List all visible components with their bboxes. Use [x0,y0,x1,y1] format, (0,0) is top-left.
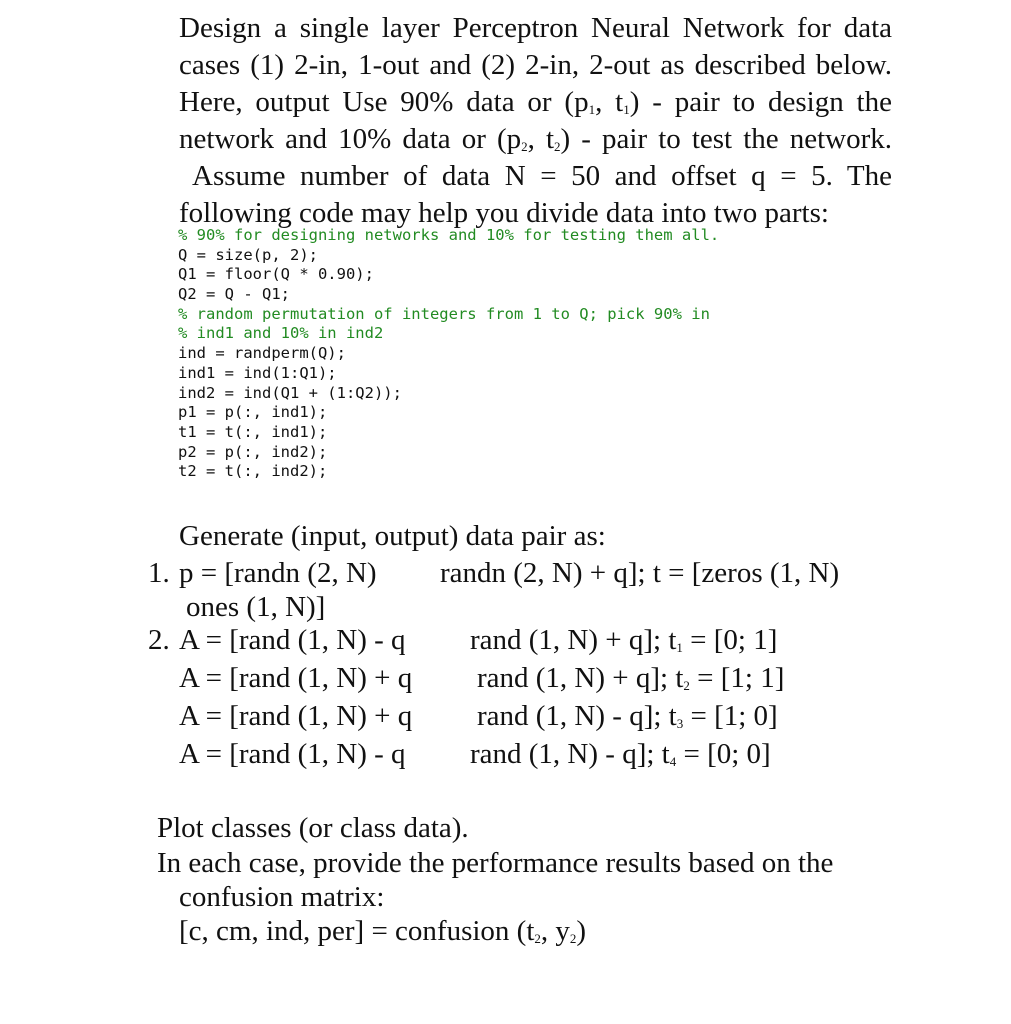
closing-line-3: confusion matrix: [179,881,385,913]
code-line: Q2 = Q - Q1; [178,285,290,304]
code-line: ind1 = ind(1:Q1); [178,363,337,382]
item-2-row-2-right: rand (1, N) + q]; $t_2 = [1$; 1] [477,662,785,694]
code-line: Q = size(p, 2); [178,245,318,264]
code-block [178,226,719,482]
intro-line-3: Here, output Use 90% data or ($p_1$, $t_1$) - pair to design the [179,86,892,118]
item-1-continuation: ones (1, N)] [186,591,326,623]
code-line: ind2 = ind(Q1 + (1:Q2)); [178,383,402,402]
item-2-row-3-right: rand (1, N) - q]; $t_3 = [1$; 0] [477,700,778,732]
item-2-row-4-right: rand (1, N) - q]; $t_4 = [0$; 0] [470,738,771,770]
closing-line-1: Plot classes (or class data). [157,812,469,844]
code-comment-line: % ind1 and 10% in ind2 [178,324,384,343]
item-2-row-1-right: rand (1, N) + q]; $t_1 = [0$; 1] [470,624,778,656]
intro-line-5: Assume number of data N = 50 and offset q = 5. The [192,160,892,192]
item-1-left: p = [randn (2, N) [179,557,377,589]
item-2-row-2-left: A = [rand (1, N) + q [179,662,413,694]
closing-line-2: In each case, provide the performance results based on the [157,847,834,879]
intro-line-4: network and 10% data or ($p_2$, $t_2$) - pair to test the network. [179,123,892,155]
intro-line-1: Design a single layer Perceptron Neural Network for data [179,12,892,44]
generate-heading: Generate (input, output) data pair as: [179,520,606,552]
code-line: ind = randperm(Q); [178,344,346,363]
intro-line-2: cases (1) 2-in, 1-out and (2) 2-in, 2-out as described below. [179,49,892,81]
item-2-row-1-left: A = [rand (1, N) - q [179,624,406,656]
code-line: t2 = t(:, ind2); [178,462,328,481]
intro-paragraph [179,10,892,232]
item-1-right: randn (2, N) + q]; t = [zeros (1, N) [440,557,840,589]
code-line: p1 = p(:, ind1); [178,403,328,422]
intro-line-6: following code may help you divide data into two parts: [179,197,829,229]
code-line: p2 = p(:, ind2); [178,442,328,461]
code-line: t1 = t(:, ind1); [178,422,328,441]
item-2-row-3-left: A = [rand (1, N) + q [179,700,413,732]
code-comment-line: % 90% for designing networks and 10% for testing them all. [178,226,720,244]
closing-line-4: [c, cm, ind, per] = confusion ($t_2$, $y_2$) [179,915,587,947]
item-2-number: 2. [148,624,170,656]
code-line: Q1 = floor(Q * 0.90); [178,265,374,284]
item-1-number: 1. [148,557,170,589]
item-2-row-4-left: A = [rand (1, N) - q [179,738,406,770]
code-comment-line: % random permutation of integers from 1 to Q; pick 90% in [178,304,710,323]
